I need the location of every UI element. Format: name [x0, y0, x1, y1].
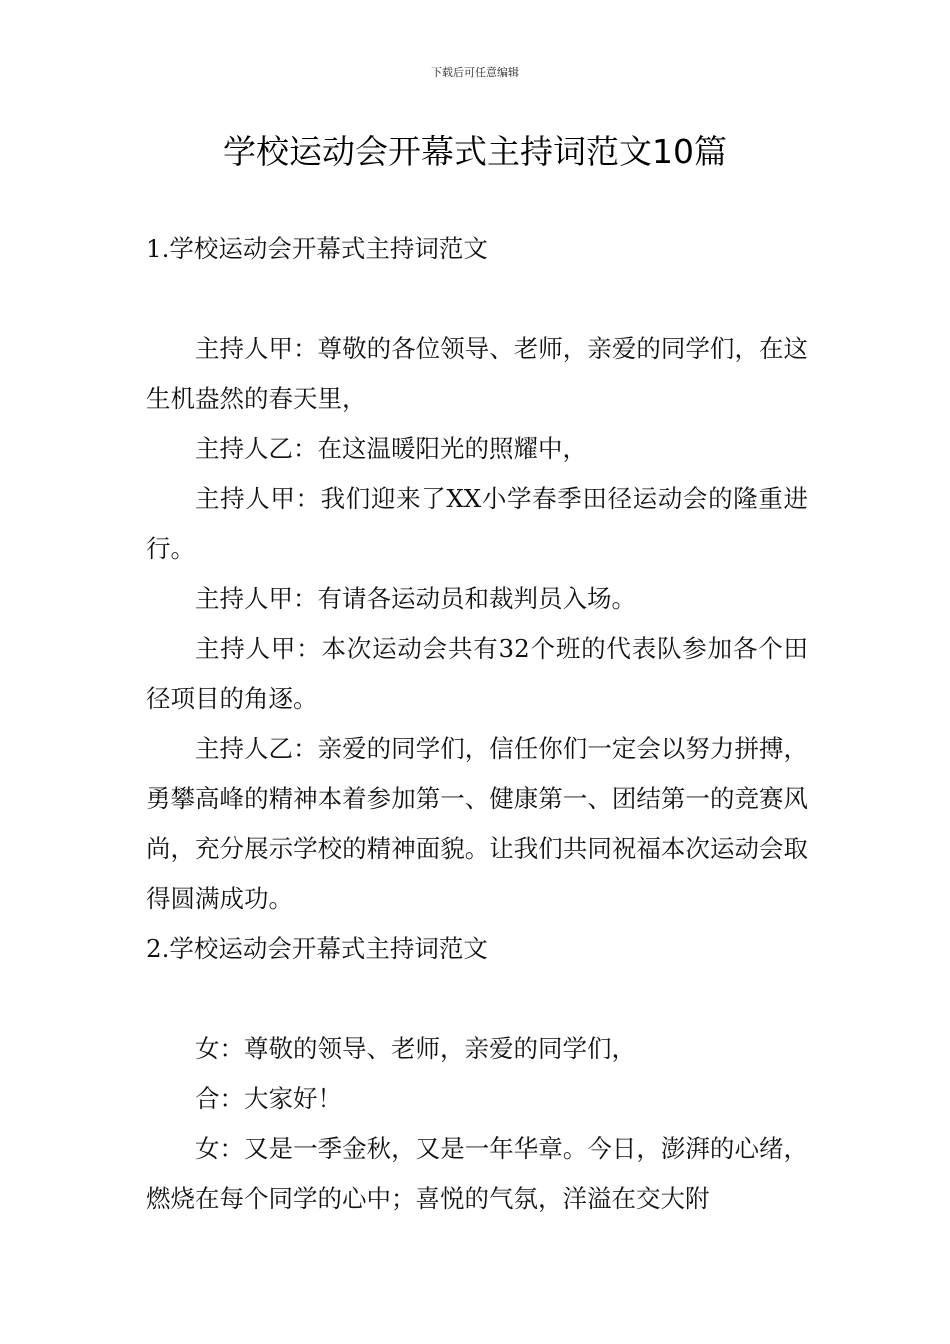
section-heading: 2.学校运动会开幕式主持词范文	[146, 934, 488, 963]
document-title: 学校运动会开幕式主持词范文10篇	[223, 132, 727, 171]
paragraph: 主持人甲：本次运动会共有32个班的代表队参加各个田径项目的角逐。	[146, 634, 808, 713]
paragraph: 主持人乙：亲爱的同学们，信任你们一定会以努力拼搏，勇攀高峰的精神本着参加第一、健康第一、团结第一的竞赛风尚，充分展示学校的精神面貌。让我们共同祝福本次运动会取得圆满成功。	[146, 734, 808, 913]
paragraph: 主持人甲：有请各运动员和裁判员入场。	[195, 584, 636, 613]
paragraph: 主持人乙：在这温暖阳光的照耀中，	[195, 434, 587, 463]
paragraph: 主持人甲：尊敬的各位领导、老师，亲爱的同学们，在这生机盎然的春天里，	[146, 334, 808, 413]
paragraph: 女：尊敬的领导、老师，亲爱的同学们，	[195, 1034, 636, 1063]
document-body	[146, 224, 808, 1224]
paragraph: 合：大家好！	[195, 1084, 342, 1113]
section-spacer	[146, 274, 808, 324]
header-note: 下载后可任意编辑	[431, 66, 519, 79]
paragraph: 女：又是一季金秋，又是一年华章。今日，澎湃的心绪，燃烧在每个同学的心中；喜悦的气氛，洋溢在交大附	[146, 1134, 808, 1213]
paragraph: 主持人甲：我们迎来了XX小学春季田径运动会的隆重进行。	[146, 484, 808, 563]
section-heading: 1.学校运动会开幕式主持词范文	[146, 234, 488, 263]
section-spacer	[146, 974, 808, 1024]
